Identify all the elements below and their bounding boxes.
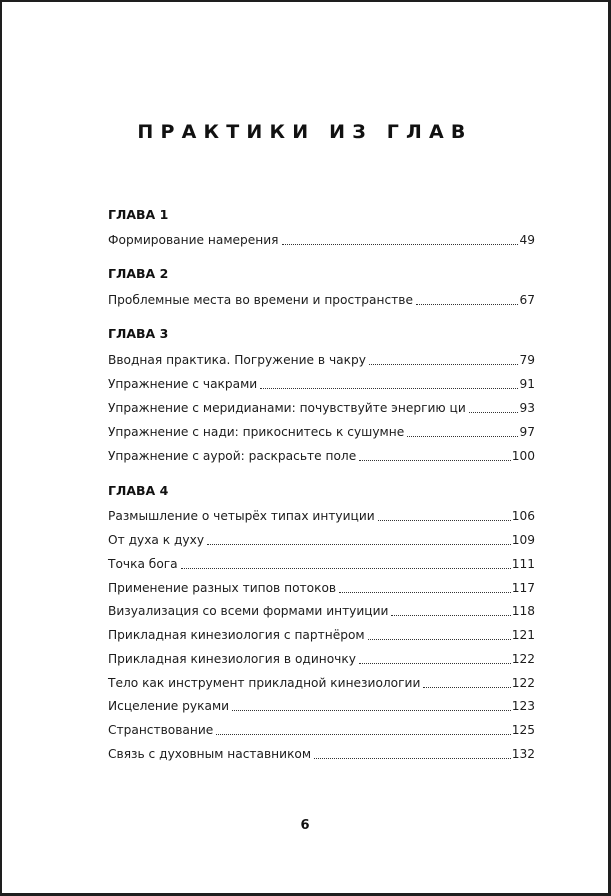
toc-entry-page: 109: [511, 533, 535, 547]
chapter-heading: ГЛАВА 1: [108, 207, 169, 222]
chapter-heading: ГЛАВА 4: [108, 483, 169, 498]
toc-entry[interactable]: [108, 723, 535, 741]
toc-entry-label: Точка бога: [108, 557, 178, 571]
toc-entry-page: 121: [511, 628, 535, 642]
toc-entry-label: От духа к духу: [108, 533, 205, 547]
toc-entry-page: 117: [511, 581, 535, 595]
toc-entry-label: Упражнение с нади: прикоснитесь к сушумне: [108, 425, 405, 439]
dot-leader: [416, 303, 519, 305]
toc-entry-label: Проблемные места во времени и пространстве: [108, 293, 413, 307]
page-title: ПРАКТИКИ ИЗ ГЛАВ: [137, 121, 473, 143]
toc-entry-label: Визуализация со всеми формами интуиции: [108, 604, 389, 618]
toc-entry-label: Вводная практика. Погружение в чакру: [108, 353, 366, 367]
toc-entry-label: Применение разных типов потоков: [108, 581, 337, 595]
toc-entry-page: 97: [519, 425, 535, 439]
dot-leader: [368, 638, 511, 640]
dot-leader: [207, 543, 511, 545]
toc-entry[interactable]: [108, 699, 535, 717]
toc-entry[interactable]: [108, 509, 535, 527]
toc-entry-page: 125: [511, 723, 535, 737]
toc-entry-page: 111: [511, 557, 535, 571]
toc-entry-label: Связь с духовным наставником: [108, 747, 312, 761]
toc-entry[interactable]: [108, 449, 535, 467]
toc-entry-label: Странствование: [108, 723, 214, 737]
dot-leader: [282, 243, 519, 245]
toc-entry-page: 132: [511, 747, 535, 761]
page-number: 6: [300, 818, 310, 833]
toc-entry[interactable]: [108, 604, 535, 622]
toc-entry-label: Упражнение с меридианами: почувствуйте энергию ци: [108, 401, 466, 415]
toc-entry[interactable]: [108, 353, 535, 371]
toc-entry-label: Формирование намерения: [108, 233, 279, 247]
toc-entry-label: Тело как инструмент прикладной кинезиологии: [108, 676, 421, 690]
toc-entry[interactable]: [108, 533, 535, 551]
dot-leader: [216, 733, 510, 735]
dot-leader: [260, 387, 518, 389]
dot-leader: [423, 686, 510, 688]
toc-entry-label: Прикладная кинезиология в одиночку: [108, 652, 356, 666]
toc-entry-page: 91: [519, 377, 535, 391]
toc-entry-label: Исцеление руками: [108, 699, 230, 713]
toc-entry[interactable]: [108, 676, 535, 694]
toc-entry[interactable]: [108, 557, 535, 575]
toc-entry[interactable]: [108, 581, 535, 599]
dot-leader: [181, 567, 511, 569]
toc-entry-page: 67: [519, 293, 535, 307]
toc-entry-page: 122: [511, 676, 535, 690]
toc-entry[interactable]: [108, 293, 535, 311]
dot-leader: [469, 411, 519, 413]
toc-entry-page: 79: [519, 353, 535, 367]
chapter-heading: ГЛАВА 2: [108, 266, 169, 281]
dot-leader: [359, 662, 511, 664]
dot-leader: [314, 757, 511, 759]
dot-leader: [407, 435, 518, 437]
toc-entry-page: 106: [511, 509, 535, 523]
toc-entry-page: 122: [511, 652, 535, 666]
dot-leader: [232, 709, 511, 711]
toc-entry-page: 49: [519, 233, 535, 247]
chapter-heading: ГЛАВА 3: [108, 326, 169, 341]
toc-entry-label: Размышление о четырёх типах интуиции: [108, 509, 375, 523]
toc-entry[interactable]: [108, 233, 535, 251]
toc-entry-page: 100: [511, 449, 535, 463]
toc-entry[interactable]: [108, 628, 535, 646]
dot-leader: [339, 591, 511, 593]
toc-entry[interactable]: [108, 377, 535, 395]
toc-entry-page: 123: [511, 699, 535, 713]
dot-leader: [378, 519, 511, 521]
toc-entry-page: 93: [519, 401, 535, 415]
toc-entry-label: Прикладная кинезиология с партнёром: [108, 628, 365, 642]
dot-leader: [391, 614, 510, 616]
dot-leader: [359, 459, 511, 461]
toc-entry[interactable]: [108, 425, 535, 443]
toc-entry[interactable]: [108, 652, 535, 670]
toc-entry-label: Упражнение с аурой: раскрасьте поле: [108, 449, 357, 463]
toc-entry[interactable]: [108, 747, 535, 765]
toc-entry[interactable]: [108, 401, 535, 419]
toc-entry-label: Упражнение с чакрами: [108, 377, 258, 391]
dot-leader: [369, 363, 519, 365]
toc-entry-page: 118: [511, 604, 535, 618]
